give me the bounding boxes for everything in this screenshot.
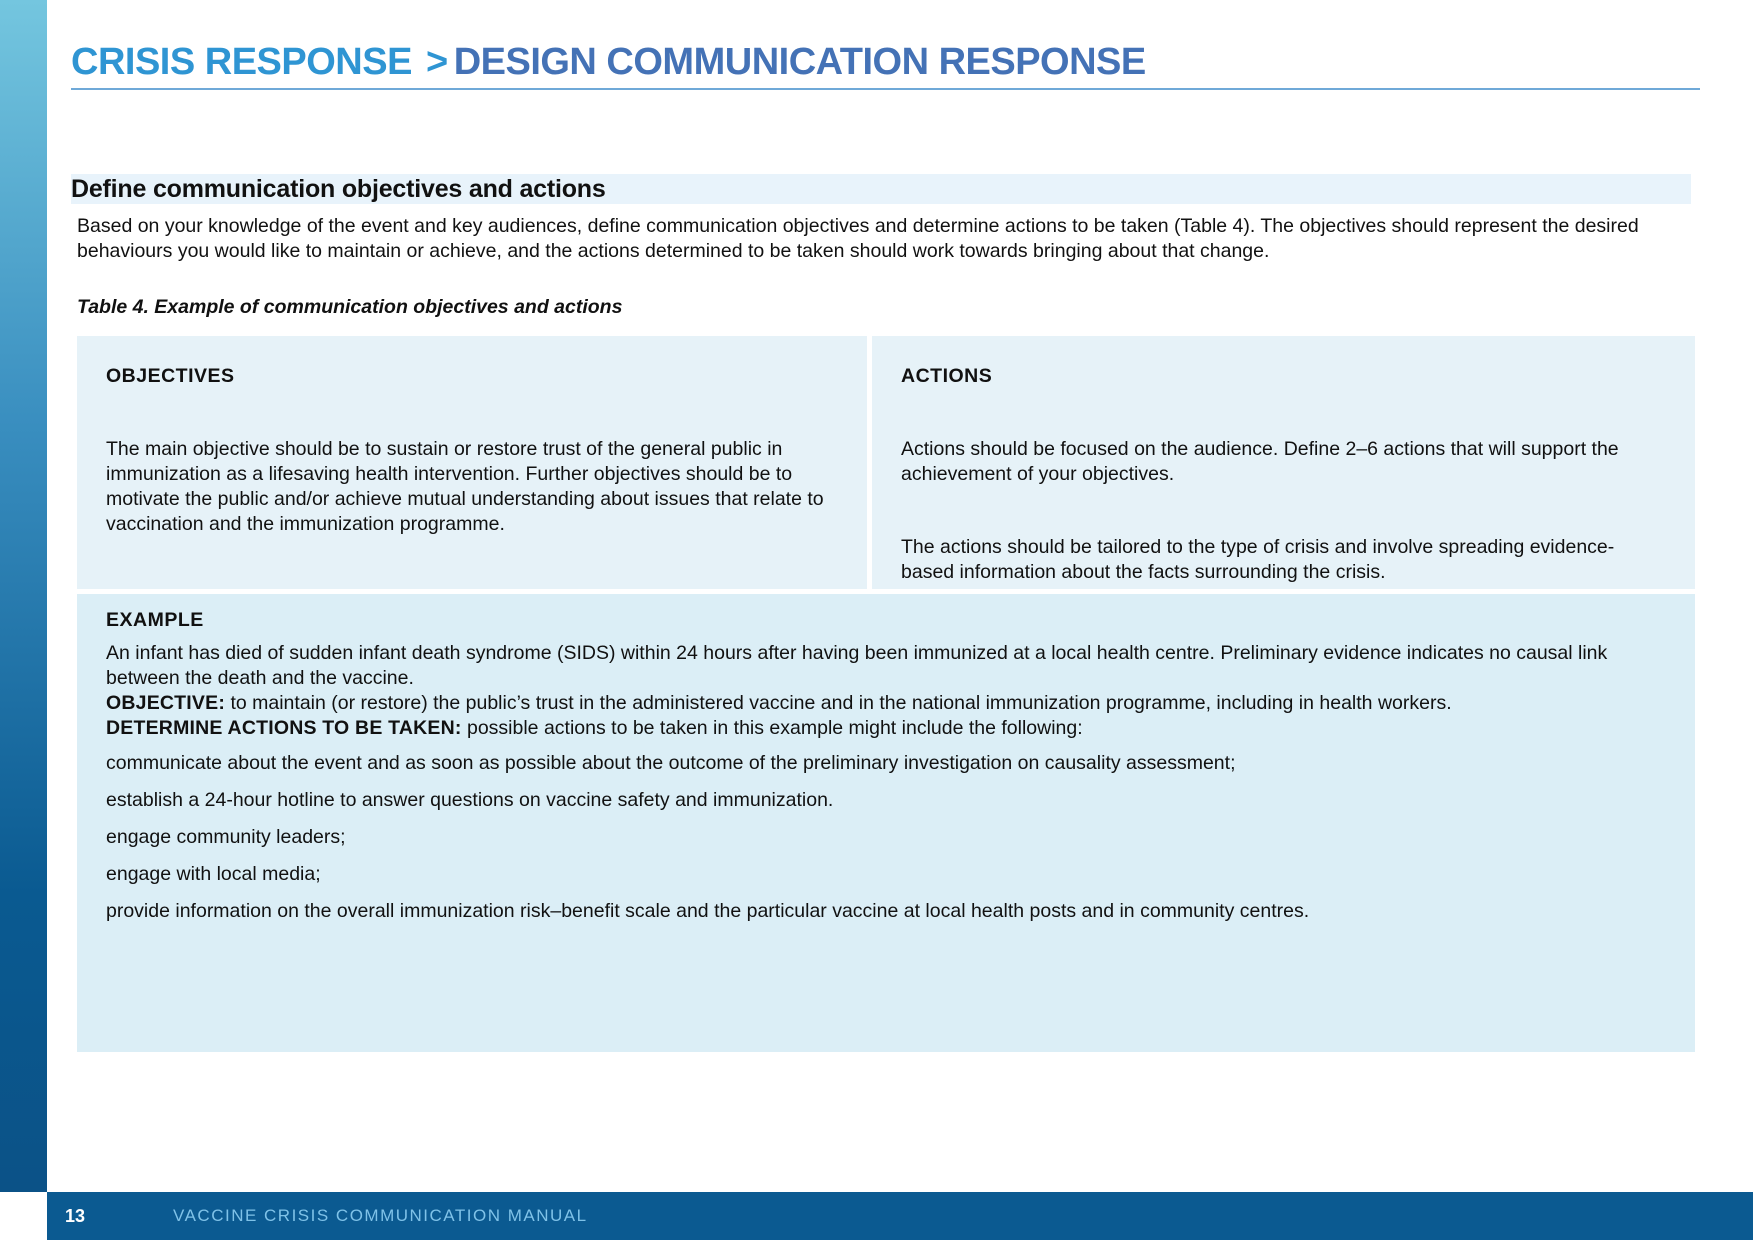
example-objective (106, 691, 1667, 716)
example-cell (77, 594, 1695, 1052)
list-item: engage community leaders; (106, 826, 346, 848)
list-item: provide information on the overall immunization risk–benefit scale and the particular vaccine at local health posts and in community centres. (106, 900, 1310, 922)
example-actions-intro (106, 716, 1667, 741)
objectives-cell (77, 336, 867, 589)
actions-intro-text: possible actions to be taken in this example might include the following: (461, 717, 1083, 739)
action-list (106, 751, 1667, 924)
list-item: engage with local media; (106, 863, 321, 885)
example-scenario: An infant has died of sudden infant death syndrome (SIDS) within 24 hours after having been immunized at a local health centre. Preliminary evidence indicates no causal link between the death and the vaccine. (106, 642, 1608, 689)
example-heading: EXAMPLE (106, 609, 204, 631)
objective-text: to maintain (or restore) the public’s trust in the administered vaccine and in the national immunization programme, including in health workers. (225, 692, 1452, 714)
actions-cell (872, 336, 1695, 589)
objectives-text: The main objective should be to sustain or restore trust of the general public in immunization as a lifesaving health intervention. Further objectives should be to motivate the public and/or achieve mutual understanding about issues that relate to vaccination and the immunization programme. (106, 438, 824, 535)
actions-heading: ACTIONS (901, 365, 993, 387)
list-item: establish a 24-hour hotline to answer questions on vaccine safety and immunization. (106, 789, 834, 811)
section-heading: Define communication objectives and actions (71, 174, 1691, 204)
actions-label: DETERMINE ACTIONS TO BE TAKEN: (106, 717, 462, 739)
breadcrumb-separator: > (425, 41, 448, 83)
side-accent-bar (0, 0, 47, 1192)
list-item: communicate about the event and as soon as possible about the outcome of the preliminary investigation on causality assessment; (106, 752, 1236, 774)
section-intro: Based on your knowledge of the event and key audiences, define communication objectives and determine actions to be taken (Table 4). The objectives should represent the desired behaviours you would like to maintain or achieve, and the actions determined to be taken should work towards bringing about that change. (77, 215, 1639, 262)
page-header (71, 40, 1700, 90)
objective-label: OBJECTIVE: (106, 692, 226, 714)
footer-title: VACCINE CRISIS COMMUNICATION MANUAL (173, 1206, 588, 1225)
actions-text-2: The actions should be tailored to the type of crisis and involve spreading evidence-based information about the facts surrounding the crisis. (901, 536, 1615, 583)
actions-text-1: Actions should be focused on the audience. Define 2–6 actions that will support the achievement of your objectives. (901, 438, 1619, 485)
page-title: DESIGN COMMUNICATION RESPONSE (453, 41, 1146, 83)
page-number: 13 (65, 1206, 86, 1226)
table-caption: Table 4. Example of communication objectives and actions (77, 296, 623, 318)
breadcrumb-parent: CRISIS RESPONSE (71, 41, 412, 83)
objectives-heading: OBJECTIVES (106, 365, 235, 387)
